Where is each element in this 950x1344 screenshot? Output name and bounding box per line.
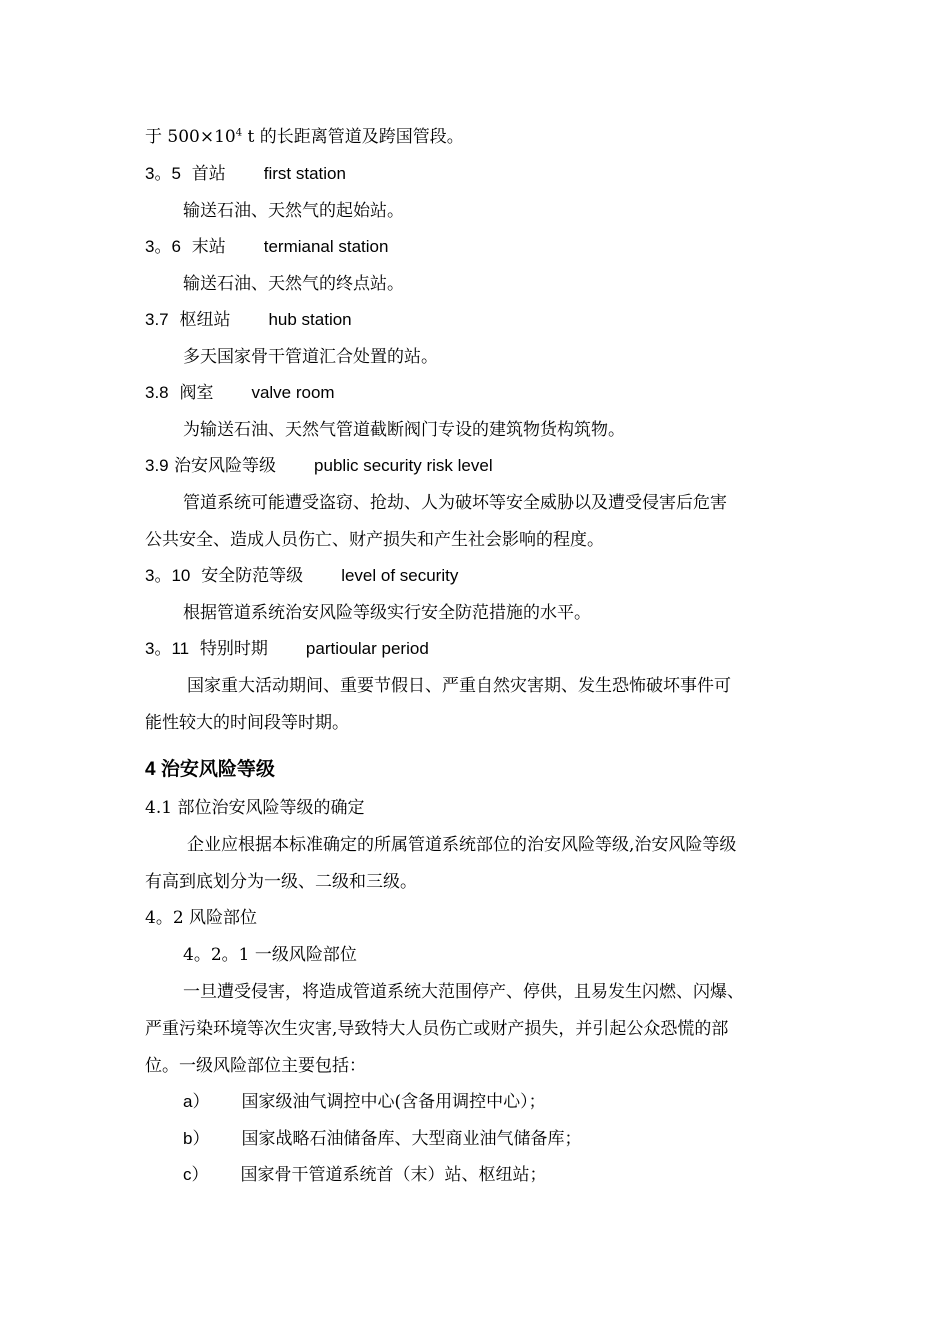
term-definition: 公共安全、造成人员伤亡、财产损失和产生社会影响的程度。: [145, 530, 604, 550]
term-heading: 3.7 枢纽站 hub station: [145, 310, 352, 330]
list-item: a） 国家级油气调控中心(含备用调控中心）；: [183, 1092, 546, 1112]
term-definition: 多天国家骨干管道汇合处置的站。: [183, 347, 438, 367]
term-definition: 能性较大的时间段等时期。: [145, 713, 349, 733]
section-heading: 4 治安风险等级: [145, 759, 275, 780]
term-heading: 3.9 治安风险等级 public security risk level: [145, 456, 493, 476]
paragraph-line: 有高到底划分为一级、二级和三级。: [145, 872, 417, 892]
paragraph-line: 位。一级风险部位主要包括：: [145, 1056, 366, 1076]
list-item: b） 国家战略石油储备库、大型商业油气储备库；: [183, 1129, 582, 1149]
list-item: c） 国家骨干管道系统首（末）站、枢纽站；: [183, 1165, 547, 1185]
term-definition: 输送石油、天然气的起始站。: [183, 201, 404, 221]
term-definition: 为输送石油、天然气管道截断阀门专设的建筑物货构筑物。: [183, 420, 625, 440]
term-definition: 根据管道系统治安风险等级实行安全防范措施的水平。: [183, 603, 591, 623]
term-definition: 输送石油、天然气的终点站。: [183, 274, 404, 294]
term-definition: 管道系统可能遭受盗窃、抢劫、人为破坏等安全威胁以及遭受侵害后危害: [183, 493, 727, 513]
term-definition: 国家重大活动期间、重要节假日、严重自然灾害期、发生恐怖破坏事件可: [187, 676, 731, 696]
term-heading: 3。10 安全防范等级 level of security: [145, 566, 459, 586]
intro-line: 于 $500\times 10^4$ t 的长距离管道及跨国管段。: [145, 127, 464, 147]
subsubsection-heading: 4。2。1 一级风险部位: [183, 945, 357, 965]
paragraph-line: 企业应根据本标准确定的所属管道系统部位的治安风险等级,治安风险等级: [187, 835, 737, 855]
term-heading: 3。6 末站 termianal station: [145, 237, 389, 257]
term-heading: 3。5 首站 first station: [145, 164, 346, 184]
term-heading: 3。11 特别时期 partioular period: [145, 639, 429, 659]
paragraph-line: 严重污染环境等次生灾害,导致特大人员伤亡或财产损失，并引起公众恐慌的部: [145, 1019, 729, 1039]
subsection-heading: 4.1 部位治安风险等级的确定: [145, 798, 365, 818]
subsection-heading: 4。2 风险部位: [145, 908, 258, 928]
term-heading: 3.8 阀室 valve room: [145, 383, 335, 403]
paragraph-line: 一旦遭受侵害，将造成管道系统大范围停产、停供，且易发生闪燃、闪爆、: [183, 982, 744, 1002]
